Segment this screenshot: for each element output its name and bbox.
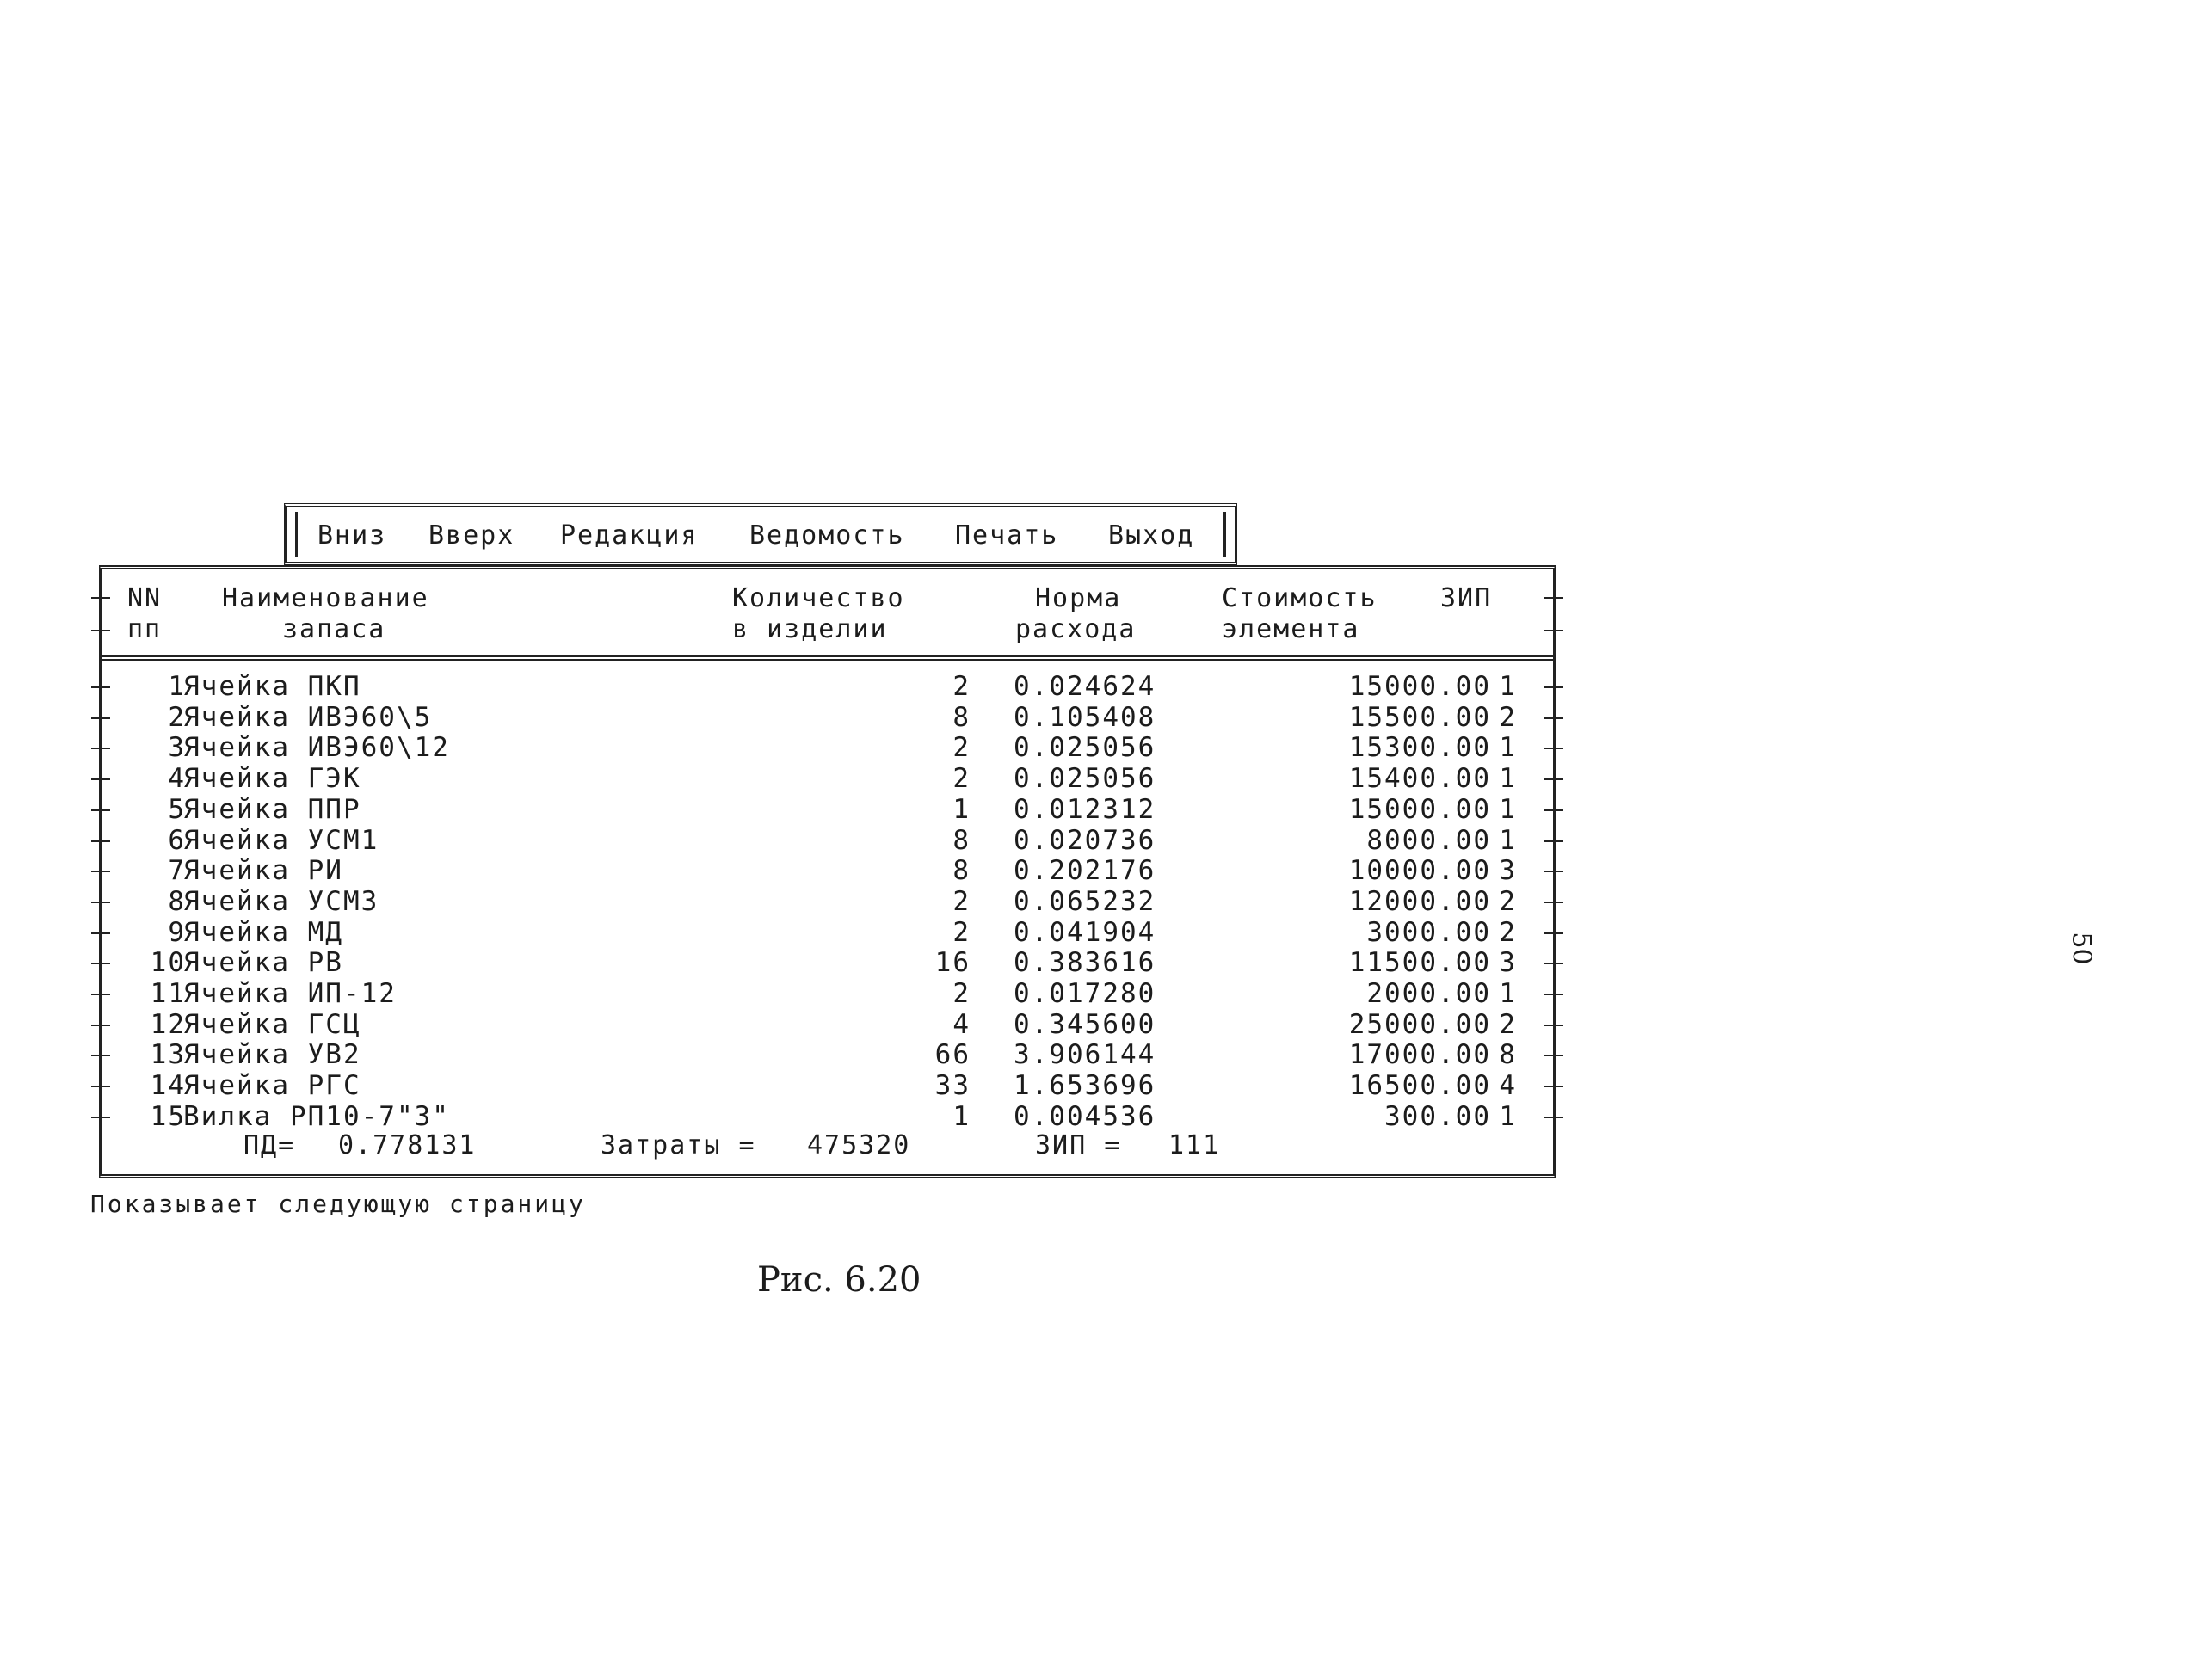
row-norm: 0.345600 [1014,1008,1156,1040]
menu-bar [284,503,1237,565]
row-cost: 25000.00 [1348,1008,1491,1040]
row-name: Ячейка УСМ3 [183,885,379,917]
row-zip: 2 [1499,885,1517,917]
row-quantity: 8 [952,855,971,887]
header-name: Наименование [222,583,429,613]
cost-total-value: 475320 [807,1130,911,1160]
border-tick [1544,902,1563,903]
row-quantity: 4 [952,1008,971,1040]
row-quantity: 1 [952,793,971,825]
header-norm-sub: расхода [1015,614,1137,644]
row-number: 6 [168,824,186,856]
row-cost: 11500.00 [1348,947,1491,979]
row-norm: 0.025056 [1014,732,1156,764]
row-zip: 3 [1499,947,1517,979]
border-tick [1544,1025,1563,1026]
header-num-sub: пп [127,614,163,644]
row-zip: 8 [1499,1039,1517,1071]
row-quantity: 66 [934,1039,971,1071]
zip-total-label: ЗИП = [1035,1130,1122,1160]
row-norm: 0.041904 [1014,916,1156,948]
row-name: Ячейка МД [183,916,343,948]
spares-table [99,565,1556,1178]
row-cost: 17000.00 [1348,1039,1491,1071]
row-number: 5 [168,793,186,825]
row-zip: 4 [1499,1070,1517,1102]
border-tick [91,717,110,719]
menu-item-statement[interactable]: Ведомость [749,520,905,551]
border-tick [1544,630,1563,631]
border-tick [91,686,110,688]
row-norm: 0.024624 [1014,671,1156,702]
row-cost: 15000.00 [1348,671,1491,702]
table-row [102,1009,1553,1040]
row-norm: 0.383616 [1014,947,1156,979]
row-number: 8 [168,885,186,917]
row-cost: 16500.00 [1348,1070,1491,1102]
row-zip: 3 [1499,855,1517,887]
table-row [102,947,1553,978]
border-tick [1544,871,1563,872]
menu-item-print[interactable]: Печать [955,520,1059,551]
row-zip: 1 [1499,824,1517,856]
table-row [102,1101,1553,1132]
row-quantity: 2 [952,763,971,795]
row-number: 2 [168,701,186,733]
row-quantity: 1 [952,1100,971,1132]
border-tick [1544,686,1563,688]
header-norm: Норма [1035,583,1122,613]
border-tick [91,748,110,749]
row-norm: 0.025056 [1014,763,1156,795]
pd-label: ПД= [243,1130,296,1160]
border-tick [91,871,110,872]
row-number: 10 [150,947,186,979]
header-cost-sub: элемента [1222,614,1360,644]
row-number: 12 [150,1008,186,1040]
table-row [102,917,1553,948]
border-tick [91,630,110,631]
row-name: Ячейка РВ [183,947,343,979]
table-row [102,978,1553,1009]
border-tick [91,1055,110,1056]
border-tick [1544,717,1563,719]
table-row [102,702,1553,733]
row-cost: 2000.00 [1366,978,1491,1009]
row-zip: 2 [1499,1008,1517,1040]
row-number: 9 [168,916,186,948]
border-tick [91,932,110,934]
row-name: Ячейка РИ [183,855,343,887]
table-row [102,886,1553,917]
border-tick [91,994,110,995]
row-zip: 1 [1499,793,1517,825]
header-qty: Количество [732,583,905,613]
row-norm: 0.017280 [1014,978,1156,1009]
row-name: Ячейка ПКП [183,671,361,702]
border-tick [91,1025,110,1026]
row-cost: 15400.00 [1348,763,1491,795]
row-number: 13 [150,1039,186,1071]
row-quantity: 2 [952,916,971,948]
row-quantity: 8 [952,701,971,733]
menu-item-up[interactable]: Вверх [428,520,515,551]
table-row [102,732,1553,763]
header-cost: Стоимость [1222,583,1378,613]
row-zip: 1 [1499,671,1517,702]
row-cost: 10000.00 [1348,855,1491,887]
row-number: 11 [150,978,186,1009]
border-tick [91,902,110,903]
row-zip: 1 [1499,1100,1517,1132]
row-cost: 15000.00 [1348,793,1491,825]
row-number: 15 [150,1100,186,1132]
row-quantity: 2 [952,671,971,702]
border-tick [1544,1055,1563,1056]
row-norm: 0.065232 [1014,885,1156,917]
menu-item-edit[interactable]: Редакция [560,520,699,551]
zip-total-value: 111 [1168,1130,1221,1160]
row-quantity: 2 [952,978,971,1009]
header-zip: ЗИП [1440,583,1493,613]
border-tick [91,840,110,842]
header-num: NN [127,583,163,613]
menu-item-exit[interactable]: Выход [1108,520,1195,551]
row-norm: 1.653696 [1014,1070,1156,1102]
table-row [102,825,1553,856]
row-cost: 300.00 [1384,1100,1491,1132]
row-norm: 0.012312 [1014,793,1156,825]
status-line: Показывает следующую страницу [90,1190,586,1218]
row-number: 3 [168,732,186,764]
row-norm: 3.906144 [1014,1039,1156,1071]
row-quantity: 16 [934,947,971,979]
border-tick [91,809,110,811]
row-norm: 0.105408 [1014,701,1156,733]
border-tick [1544,994,1563,995]
border-tick [1544,1117,1563,1118]
row-cost: 12000.00 [1348,885,1491,917]
border-tick [91,1117,110,1118]
pd-value: 0.778131 [338,1130,477,1160]
row-name: Ячейка ИП-12 [183,978,397,1009]
table-row [102,794,1553,825]
header-name-sub: запаса [282,614,386,644]
row-name: Ячейка ГСЦ [183,1008,361,1040]
row-number: 1 [168,671,186,702]
row-quantity: 2 [952,885,971,917]
header-qty-sub: в изделии [732,614,888,644]
figure-caption: Рис. 6.20 [757,1260,921,1300]
row-name: Ячейка УВ2 [183,1039,361,1071]
row-quantity: 8 [952,824,971,856]
border-tick [1544,963,1563,964]
border-tick [91,597,110,599]
row-norm: 0.020736 [1014,824,1156,856]
border-tick [1544,932,1563,934]
row-zip: 2 [1499,701,1517,733]
row-quantity: 33 [934,1070,971,1102]
page-number: 50 [2066,932,2097,965]
row-name: Ячейка РГС [183,1070,361,1102]
border-tick [91,963,110,964]
cost-total-label: Затраты = [601,1130,756,1160]
border-tick [1544,1086,1563,1087]
row-norm: 0.004536 [1014,1100,1156,1132]
row-name: Ячейка ГЭК [183,763,361,795]
row-cost: 3000.00 [1366,916,1491,948]
border-tick [1544,597,1563,599]
row-number: 4 [168,763,186,795]
row-zip: 1 [1499,732,1517,764]
header-separator [102,655,1553,661]
row-name: Ячейка ППР [183,793,361,825]
row-norm: 0.202176 [1014,855,1156,887]
row-zip: 2 [1499,916,1517,948]
table-row [102,671,1553,702]
row-name: Вилка РП10-7"3" [183,1100,450,1132]
border-tick [1544,748,1563,749]
row-cost: 15500.00 [1348,701,1491,733]
table-row [102,763,1553,794]
table-row [102,855,1553,886]
border-tick [1544,809,1563,811]
menu-item-down[interactable]: Вниз [317,520,387,551]
row-name: Ячейка УСМ1 [183,824,379,856]
border-tick [1544,840,1563,842]
border-tick [1544,778,1563,780]
border-tick [91,1086,110,1087]
row-name: Ячейка ИВЭ60\12 [183,732,450,764]
row-zip: 1 [1499,978,1517,1009]
row-number: 14 [150,1070,186,1102]
table-row [102,1039,1553,1070]
table-row [102,1070,1553,1101]
row-cost: 15300.00 [1348,732,1491,764]
border-tick [91,778,110,780]
row-quantity: 2 [952,732,971,764]
row-zip: 1 [1499,763,1517,795]
row-number: 7 [168,855,186,887]
row-name: Ячейка ИВЭ60\5 [183,701,433,733]
row-cost: 8000.00 [1366,824,1491,856]
